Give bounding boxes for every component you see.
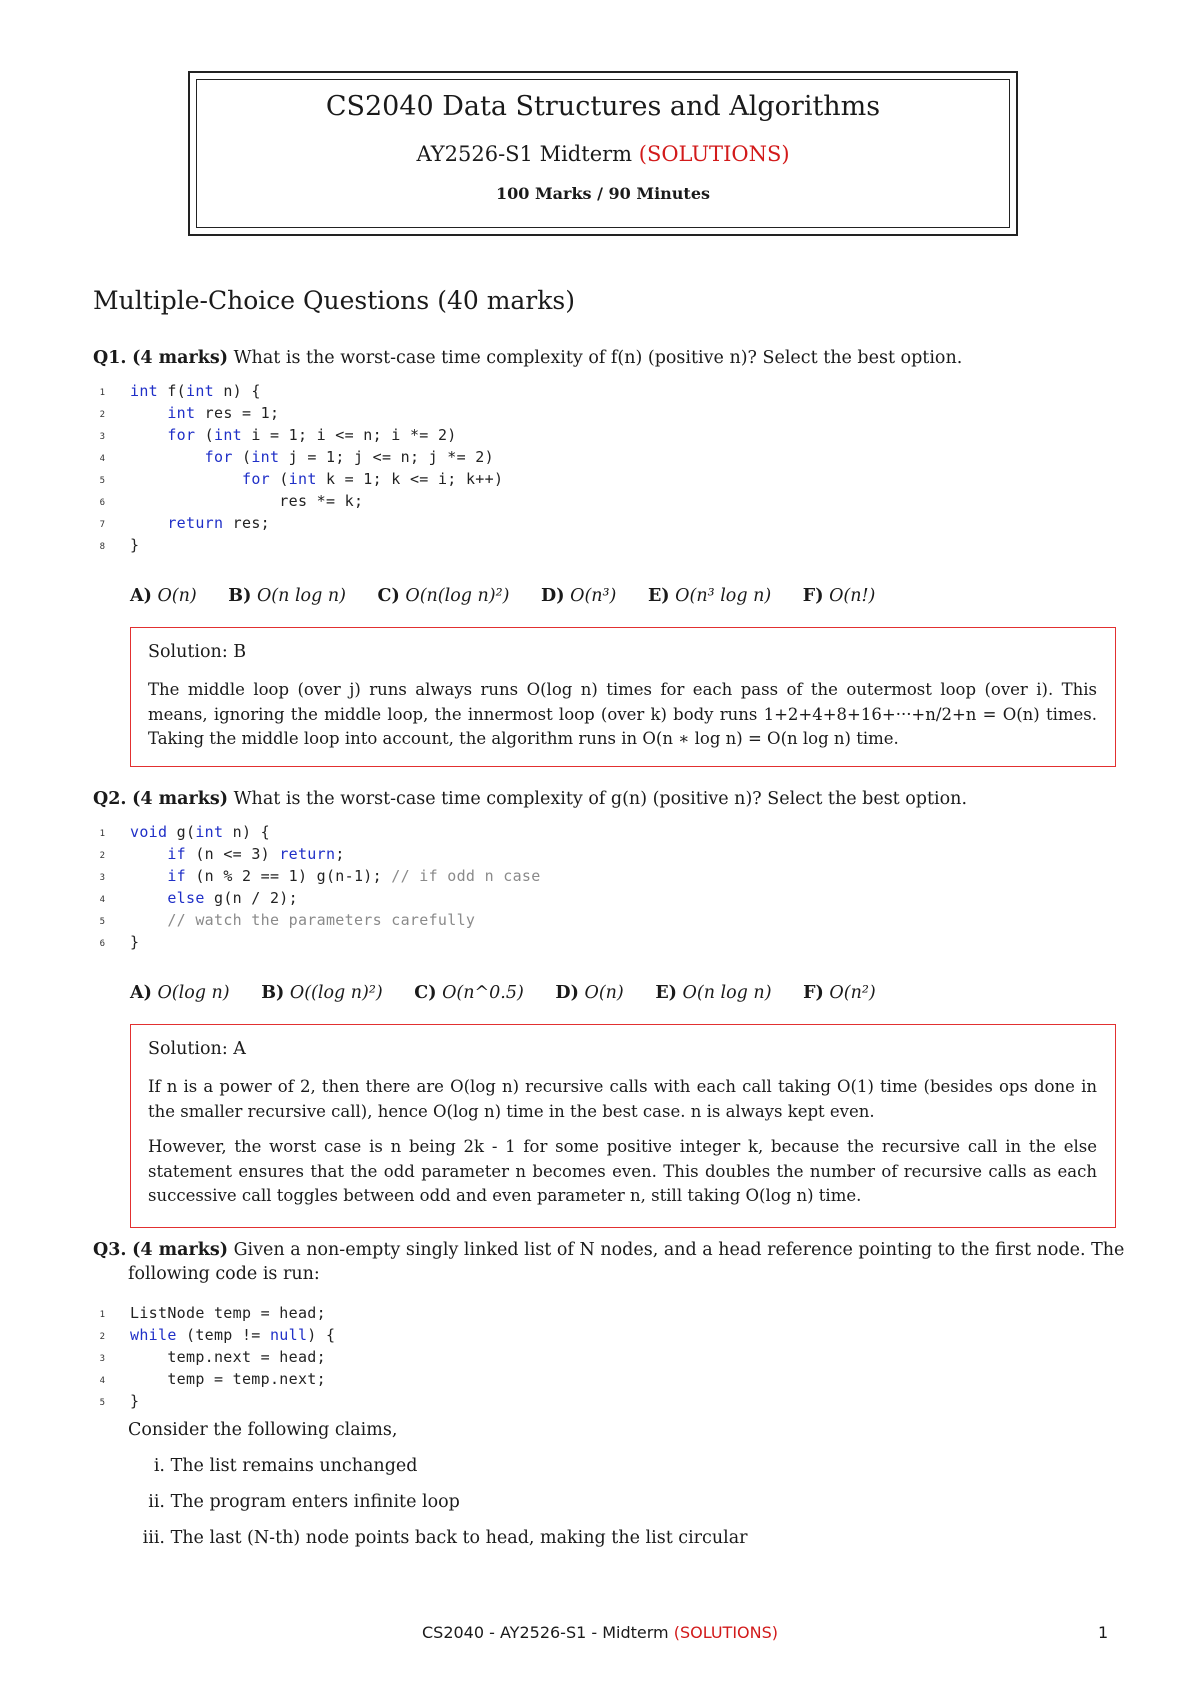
q2-marks: (4 marks) <box>132 789 228 809</box>
q1-option-c[interactable]: O(n(log n)²) <box>405 586 510 606</box>
q3-claim-1 <box>128 1456 1028 1476</box>
q1-option-e-label[interactable]: E) <box>647 586 670 606</box>
claim-number: ii. <box>148 1492 165 1512</box>
title-box <box>188 71 1018 236</box>
line-number: 5 <box>99 917 105 927</box>
code-line: return res; <box>167 514 270 532</box>
claim-text: The list remains unchanged <box>170 1456 418 1476</box>
q2-option-f[interactable]: O(n²) <box>829 983 876 1003</box>
q2-option-c-label[interactable]: C) <box>414 983 437 1003</box>
q2-option-e-label[interactable]: E) <box>655 983 677 1003</box>
code-line: if (n % 2 == 1) g(n-1); // if odd n case <box>167 867 541 885</box>
q2-text: What is the worst-case time complexity of g(n) (positive n)? Select the best option. <box>233 789 968 809</box>
claim-number: i. <box>153 1456 165 1476</box>
q1-option-b[interactable]: O(n log n) <box>256 586 346 606</box>
exam-marks: 100 Marks / 90 Minutes <box>495 184 711 203</box>
claim-text: The last (N-th) node points back to head, making the list circular <box>170 1528 748 1548</box>
line-number: 5 <box>99 1398 105 1408</box>
q1-marks: (4 marks) <box>132 348 228 368</box>
q2-label: Q2. <box>93 789 127 809</box>
q1-options <box>130 586 901 606</box>
line-number: 4 <box>99 895 105 905</box>
code-line: for (int j = 1; j <= n; j *= 2) <box>204 448 494 466</box>
q3-marks: (4 marks) <box>132 1240 228 1260</box>
code-line: for (int k = 1; k <= i; k++) <box>241 470 504 488</box>
code-line: int res = 1; <box>167 404 280 422</box>
q2-code-block <box>93 823 793 958</box>
q3-claim-2 <box>128 1492 1028 1512</box>
q2-solution-box <box>130 1024 1116 1228</box>
exam-name: AY2526-S1 Midterm <box>416 142 633 166</box>
q3-prompt <box>93 1240 1124 1260</box>
q1-text: What is the worst-case time complexity of f(n) (positive n)? Select the best option. <box>233 348 963 368</box>
q1-option-a-label[interactable]: A) <box>130 586 152 606</box>
code-line: temp.next = head; <box>130 1348 326 1366</box>
q2-option-c[interactable]: O(n^0.5) <box>442 983 524 1003</box>
q2-option-a[interactable]: O(log n) <box>157 983 230 1003</box>
line-number: 8 <box>99 542 105 552</box>
q1-option-c-label[interactable]: C) <box>377 586 400 606</box>
q2-prompt <box>93 789 967 809</box>
q2-option-b[interactable]: O((log n)²) <box>289 983 383 1003</box>
q3-label: Q3. <box>93 1240 127 1260</box>
page-number: 1 <box>1098 1623 1109 1642</box>
code-line: if (n <= 3) return; <box>167 845 345 863</box>
code-line: } <box>130 536 140 554</box>
line-number: 1 <box>99 1310 105 1320</box>
exam-subtitle <box>190 142 1016 166</box>
q1-solution-text: The middle loop (over j) runs always runs O(log n) times for each pass of the outermost loop (over i). This means, ignoring the middle loop, the innermost loop (over k) body runs 1+2+4+8+16+···+n/2+n = O(n) times. Taking the middle loop into account, the algorithm runs in O(n ∗ log n) = O(n log n) time. <box>148 680 1097 748</box>
q1-solution-title: Solution: B <box>148 642 247 662</box>
q1-label: Q1. <box>93 348 127 368</box>
code-line: while (temp != null) { <box>130 1326 336 1344</box>
code-line: else g(n / 2); <box>167 889 298 907</box>
q1-option-a[interactable]: O(n) <box>157 586 197 606</box>
solutions-tag: (SOLUTIONS) <box>638 142 790 166</box>
code-line: } <box>130 1392 140 1410</box>
line-number: 2 <box>99 1332 105 1342</box>
q3-intro: Consider the following claims, <box>128 1420 398 1440</box>
q2-option-d-label[interactable]: D) <box>555 983 579 1003</box>
q1-prompt <box>93 348 962 368</box>
claim-number: iii. <box>142 1528 165 1548</box>
code-line: void g(int n) { <box>130 823 270 841</box>
q2-solution-text-2: However, the worst case is n being 2k - 1 for some positive integer k, because the recursive call in the else statement ensures that the odd parameter n becomes even. This doubles the number of recursive calls as each successive call toggles between odd and even parameter n, still taking O(log n) time. <box>148 1137 1097 1205</box>
course-title: CS2040 Data Structures and Algorithms <box>325 91 881 122</box>
section-title: Multiple-Choice Questions (40 marks) <box>93 286 575 315</box>
line-number: 3 <box>99 1354 105 1364</box>
q1-option-f[interactable]: O(n!) <box>829 586 876 606</box>
q2-option-b-label[interactable]: B) <box>261 983 285 1003</box>
q3-claim-3 <box>128 1528 1028 1548</box>
line-number: 6 <box>99 939 105 949</box>
code-line: // watch the parameters carefully <box>167 911 476 929</box>
line-number: 5 <box>99 476 105 486</box>
q1-option-d-label[interactable]: D) <box>541 586 565 606</box>
q2-options <box>130 983 902 1003</box>
footer-text: CS2040 - AY2526-S1 - Midterm <box>421 1623 669 1642</box>
q1-option-d[interactable]: O(n³) <box>570 586 617 606</box>
line-number: 7 <box>99 520 105 530</box>
q2-solution-title: Solution: A <box>148 1039 246 1059</box>
line-number: 4 <box>99 454 105 464</box>
q1-option-e[interactable]: O(n³ log n) <box>675 586 772 606</box>
q1-solution-box <box>130 627 1116 767</box>
code-line: for (int i = 1; i <= n; i *= 2) <box>167 426 457 444</box>
q3-prompt-cont: following code is run: <box>128 1264 320 1284</box>
code-line: } <box>130 933 140 951</box>
code-line: int f(int n) { <box>130 382 261 400</box>
line-number: 3 <box>99 432 105 442</box>
line-number: 4 <box>99 1376 105 1386</box>
line-number: 1 <box>99 829 105 839</box>
footer-solutions-tag: (SOLUTIONS) <box>673 1623 779 1642</box>
code-line: ListNode temp = head; <box>130 1304 326 1322</box>
line-number: 3 <box>99 873 105 883</box>
q2-option-f-label[interactable]: F) <box>803 983 824 1003</box>
claim-text: The program enters infinite loop <box>170 1492 460 1512</box>
line-number: 1 <box>99 388 105 398</box>
line-number: 6 <box>99 498 105 508</box>
q1-option-f-label[interactable]: F) <box>802 586 824 606</box>
q3-text: Given a non-empty singly linked list of N nodes, and a head reference pointing to the first node. The <box>233 1240 1125 1260</box>
q3-code-block <box>93 1304 793 1416</box>
code-line: res *= k; <box>130 492 364 510</box>
footer <box>0 1623 1200 1642</box>
q2-option-d[interactable]: O(n) <box>584 983 624 1003</box>
q1-option-b-label[interactable]: B) <box>228 586 252 606</box>
q2-option-a-label[interactable]: A) <box>130 983 152 1003</box>
q2-option-e[interactable]: O(n log n) <box>682 983 772 1003</box>
q1-code-block <box>93 382 793 562</box>
line-number: 2 <box>99 851 105 861</box>
line-number: 2 <box>99 410 105 420</box>
q2-solution-text-1: If n is a power of 2, then there are O(log n) recursive calls with each call taking O(1) time (besides ops done in the smaller recursive call), hence O(log n) time in the best case. n is always kept even. <box>148 1077 1097 1121</box>
code-line: temp = temp.next; <box>130 1370 326 1388</box>
